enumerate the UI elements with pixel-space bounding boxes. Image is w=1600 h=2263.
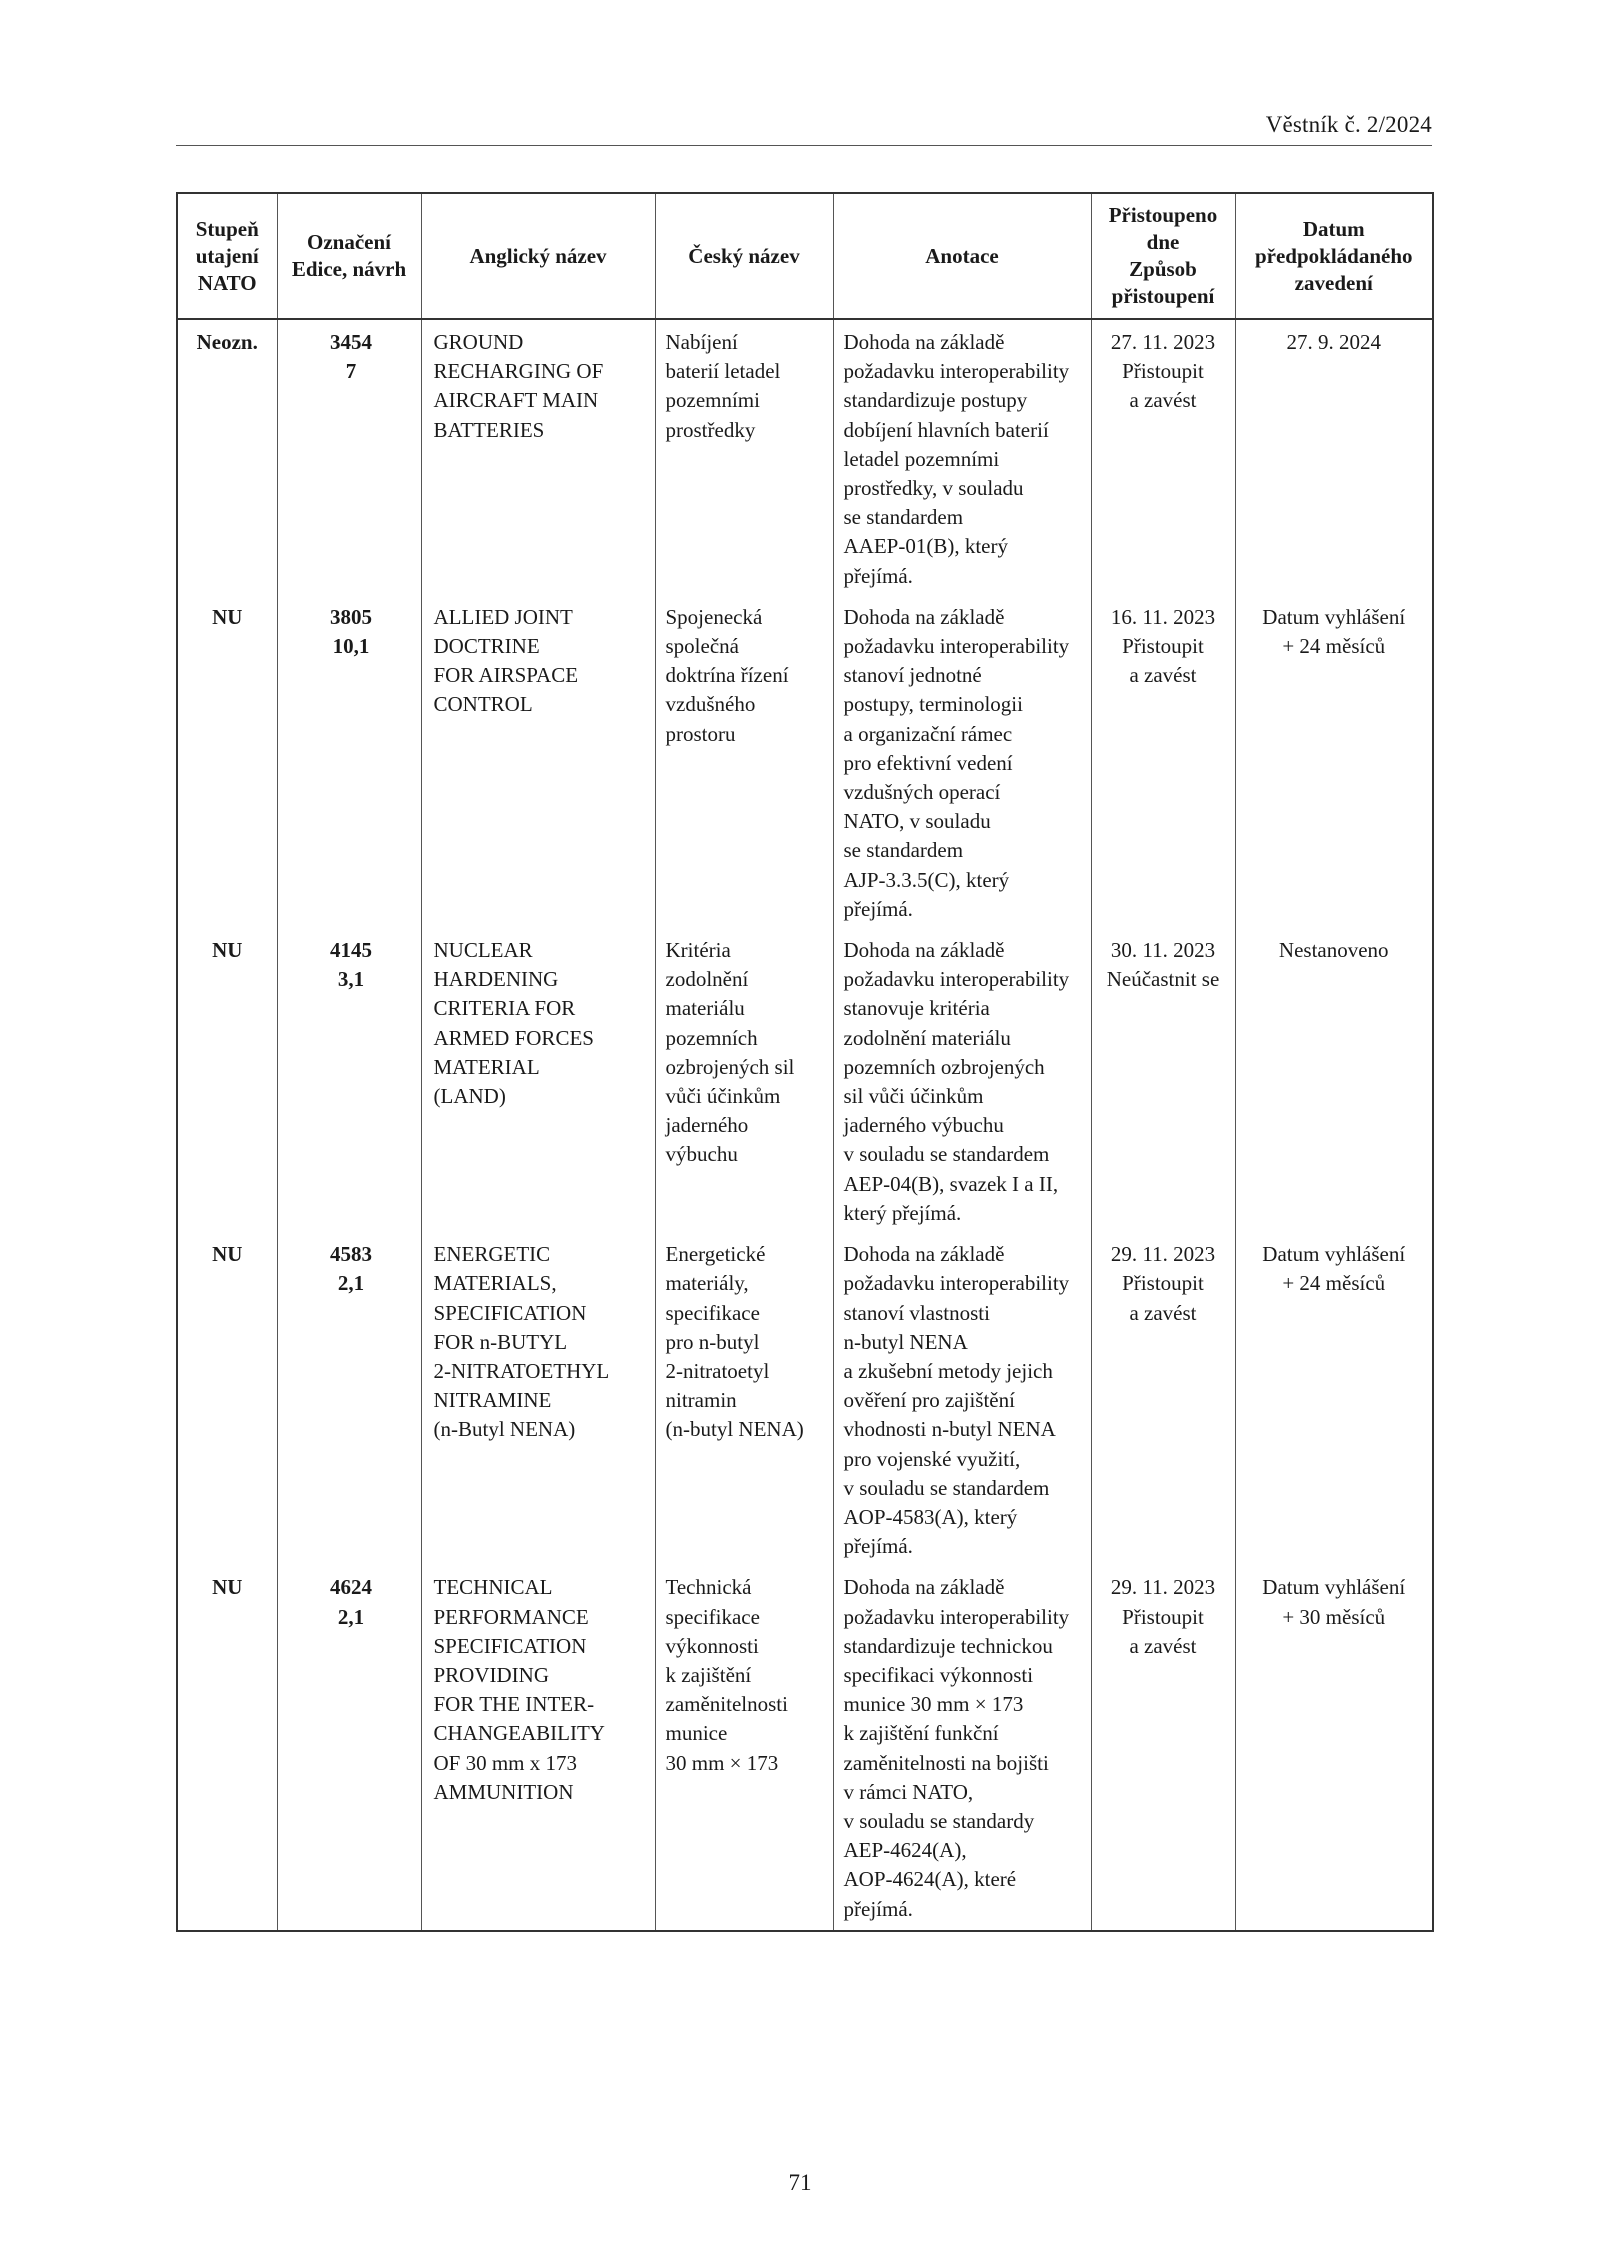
col-header-english-title: Anglický název bbox=[421, 193, 655, 319]
cell-annotation: Dohoda na základě požadavku interoperability standardizuje postupy dobíjení hlavních baterií letadel pozemními prostředky, v souladu se standardem AAEP-01(B), který přejímá. bbox=[833, 319, 1091, 595]
col-header-classification: Stupeň utajení NATO bbox=[177, 193, 277, 319]
cell-accession: 27. 11. 2023 Přistoupit a zavést bbox=[1091, 319, 1235, 595]
table-header-row bbox=[177, 193, 1433, 319]
table-row bbox=[177, 928, 1433, 1232]
cell-english-title: NUCLEAR HARDENING CRITERIA FOR ARMED FORCES MATERIAL (LAND) bbox=[421, 928, 655, 1232]
cell-designation: 4145 3,1 bbox=[277, 928, 421, 1232]
col-header-accession: Přistoupeno dne Způsob přistoupení bbox=[1091, 193, 1235, 319]
header-rule bbox=[176, 145, 1432, 146]
cell-designation: 4624 2,1 bbox=[277, 1565, 421, 1930]
cell-annotation: Dohoda na základě požadavku interoperability stanoví vlastnosti n-butyl NENA a zkušební metody jejich ověření pro zajištění vhodnosti n-butyl NENA pro vojenské využití, v souladu se standardem AOP-4583(A), který přejímá. bbox=[833, 1232, 1091, 1565]
cell-introduction-date: Datum vyhlášení + 30 měsíců bbox=[1235, 1565, 1433, 1930]
running-header-title: Věstník č. 2/2024 bbox=[1265, 112, 1432, 137]
cell-introduction-date: Datum vyhlášení + 24 měsíců bbox=[1235, 595, 1433, 928]
cell-classification: Neozn. bbox=[177, 319, 277, 595]
cell-introduction-date: 27. 9. 2024 bbox=[1235, 319, 1433, 595]
cell-introduction-date: Datum vyhlášení + 24 měsíců bbox=[1235, 1232, 1433, 1565]
cell-czech-title: Nabíjení baterií letadel pozemními prostředky bbox=[655, 319, 833, 595]
table-row bbox=[177, 1232, 1433, 1565]
cell-english-title: ENERGETIC MATERIALS, SPECIFICATION FOR n-BUTYL 2-NITRATOETHYL NITRAMINE (n-Butyl NENA) bbox=[421, 1232, 655, 1565]
table-row bbox=[177, 595, 1433, 928]
cell-czech-title: Energetické materiály, specifikace pro n-butyl 2-nitratoetyl nitramin (n-butyl NENA) bbox=[655, 1232, 833, 1565]
cell-designation: 3454 7 bbox=[277, 319, 421, 595]
cell-accession: 29. 11. 2023 Přistoupit a zavést bbox=[1091, 1565, 1235, 1930]
cell-annotation: Dohoda na základě požadavku interoperability stanovuje kritéria zodolnění materiálu pozemních ozbrojených sil vůči účinkům jaderného výbuchu v souladu se standardem AEP-04(B), svazek I a II, který přejímá. bbox=[833, 928, 1091, 1232]
cell-czech-title: Spojenecká společná doktrína řízení vzdušného prostoru bbox=[655, 595, 833, 928]
cell-introduction-date: Nestanoveno bbox=[1235, 928, 1433, 1232]
page-number: 71 bbox=[788, 2170, 812, 2195]
standards-table bbox=[176, 192, 1434, 1932]
col-header-designation: Označení Edice, návrh bbox=[277, 193, 421, 319]
cell-czech-title: Kritéria zodolnění materiálu pozemních ozbrojených sil vůči účinkům jaderného výbuchu bbox=[655, 928, 833, 1232]
cell-accession: 16. 11. 2023 Přistoupit a zavést bbox=[1091, 595, 1235, 928]
col-header-annotation: Anotace bbox=[833, 193, 1091, 319]
col-header-introduction-date: Datum předpokládaného zavedení bbox=[1235, 193, 1433, 319]
cell-annotation: Dohoda na základě požadavku interoperability stanoví jednotné postupy, terminologii a organizační rámec pro efektivní vedení vzdušných operací NATO, v souladu se standardem AJP-3.3.5(C), který přejímá. bbox=[833, 595, 1091, 928]
cell-classification: NU bbox=[177, 1232, 277, 1565]
table-row bbox=[177, 1565, 1433, 1930]
cell-classification: NU bbox=[177, 595, 277, 928]
table-row bbox=[177, 319, 1433, 595]
col-header-czech-title: Český název bbox=[655, 193, 833, 319]
cell-accession: 30. 11. 2023 Neúčastnit se bbox=[1091, 928, 1235, 1232]
cell-designation: 4583 2,1 bbox=[277, 1232, 421, 1565]
cell-english-title: ALLIED JOINT DOCTRINE FOR AIRSPACE CONTROL bbox=[421, 595, 655, 928]
cell-classification: NU bbox=[177, 928, 277, 1232]
cell-english-title: TECHNICAL PERFORMANCE SPECIFICATION PROVIDING FOR THE INTER- CHANGEABILITY OF 30 mm x 173 AMMUNITION bbox=[421, 1565, 655, 1930]
cell-czech-title: Technická specifikace výkonnosti k zajištění zaměnitelnosti munice 30 mm × 173 bbox=[655, 1565, 833, 1930]
cell-classification: NU bbox=[177, 1565, 277, 1930]
cell-accession: 29. 11. 2023 Přistoupit a zavést bbox=[1091, 1232, 1235, 1565]
cell-english-title: GROUND RECHARGING OF AIRCRAFT MAIN BATTERIES bbox=[421, 319, 655, 595]
cell-designation: 3805 10,1 bbox=[277, 595, 421, 928]
cell-annotation: Dohoda na základě požadavku interoperability standardizuje technickou specifikaci výkonnosti munice 30 mm × 173 k zajištění funkční zaměnitelnosti na bojišti v rámci NATO, v souladu se standardy AEP-4624(A), AOP-4624(A), které přejímá. bbox=[833, 1565, 1091, 1930]
